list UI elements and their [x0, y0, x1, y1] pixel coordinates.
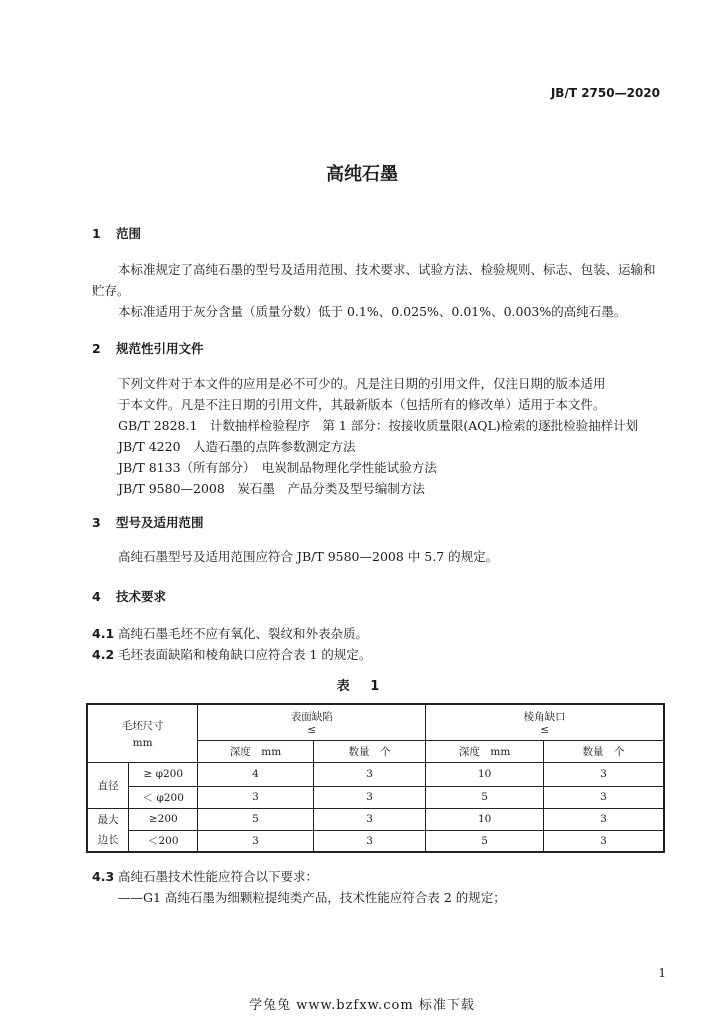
reference-item: JB/T 9580—2008 炭石墨 产品分类及型号编制方法 — [118, 481, 425, 496]
clause-number: 4.3 — [92, 869, 115, 884]
paragraph: 下列文件对于本文件的应用是必不可少的。凡是注日期的引用文件，仅注日期的版本适用 — [118, 376, 606, 391]
clause-number: 4.1 — [92, 626, 115, 641]
paragraph-continuation: 贮存。 — [92, 283, 130, 298]
paragraph: 本标准适用于灰分含量（质量分数）低于 0.1%、0.025%、0.01%、0.003%的高纯石墨。 — [118, 304, 627, 319]
cell-value: 3 — [313, 808, 426, 830]
paragraph: 高纯石墨型号及适用范围应符合 JB/T 9580—2008 中 5.7 的规定。 — [118, 549, 499, 564]
header-leq: ≤ — [307, 723, 317, 736]
cell-value: 3 — [543, 808, 664, 830]
cell-value: 10 — [426, 808, 544, 830]
clause-4-2 — [92, 644, 672, 665]
section-4-body — [92, 623, 672, 665]
section-number: 2 — [92, 341, 101, 356]
header-count: 数量 个 — [543, 740, 664, 762]
clause-4-3-block — [92, 866, 672, 908]
standard-number: JB/T 2750—2020 — [550, 86, 660, 100]
section-title: 范围 — [116, 226, 142, 241]
row-group-diameter: 直径 — [87, 762, 129, 808]
cell-value: 4 — [198, 762, 314, 786]
table-row — [87, 808, 664, 830]
cell-size: ＜ φ200 — [129, 786, 198, 808]
paragraph: 本标准规定了高纯石墨的型号及适用范围、技术要求、试验方法、检验规则、标志、包装、运输和 — [118, 262, 656, 277]
cell-value: 10 — [426, 762, 544, 786]
section-number: 1 — [92, 226, 101, 241]
paragraph: 于本文件。凡是不注日期的引用文件，其最新版本（包括所有的修改单）适用于本文件。 — [118, 397, 606, 412]
page-title: 高纯石墨 — [326, 164, 398, 185]
table-1 — [86, 703, 665, 853]
clause-text: 高纯石墨毛坯不应有氧化、裂纹和外表杂质。 — [118, 626, 369, 641]
reference-item: GB/T 2828.1 计数抽样检验程序 第 1 部分：按接收质量限(AQL)检索的逐批检验抽样计划 — [118, 418, 639, 433]
cell-value: 3 — [313, 762, 426, 786]
clause-text: 毛坯表面缺陷和棱角缺口应符合表 1 的规定。 — [118, 647, 372, 662]
list-item: ——G1 高纯石墨为细颗粒提纯类产品，技术性能应符合表 2 的规定； — [118, 890, 506, 905]
header-depth: 深度 mm — [426, 740, 544, 762]
cell-size: ＜200 — [129, 830, 198, 852]
section-title: 规范性引用文件 — [116, 341, 204, 356]
cell-size: ≥ φ200 — [129, 762, 198, 786]
header-size-unit: mm — [132, 736, 153, 749]
clause-4-3 — [92, 866, 672, 887]
cell-value: 5 — [426, 830, 544, 852]
group-label-line: 边长 — [97, 833, 119, 846]
cell-value: 3 — [313, 830, 426, 852]
reference-item: JB/T 8133（所有部分） 电炭制品物理化学性能试验方法 — [118, 460, 437, 475]
header-surface-defect — [198, 704, 426, 740]
table-caption: 表 1 — [336, 679, 388, 694]
cell-value: 3 — [313, 786, 426, 808]
section-heading-4 — [92, 587, 166, 605]
section-3-body — [92, 546, 672, 567]
cell-value: 3 — [198, 830, 314, 852]
section-heading-2 — [92, 339, 204, 357]
section-number: 3 — [92, 515, 101, 530]
section-title: 型号及适用范围 — [116, 515, 204, 530]
cell-value: 3 — [198, 786, 314, 808]
cell-value: 3 — [543, 762, 664, 786]
header-depth: 深度 mm — [198, 740, 314, 762]
row-group-max-edge — [87, 808, 129, 852]
section-heading-1 — [92, 224, 141, 242]
cell-value: 3 — [543, 830, 664, 852]
section-2-body — [92, 373, 672, 499]
clause-number: 4.2 — [92, 647, 115, 662]
group-label-line: 最大 — [97, 813, 119, 826]
header-leq: ≤ — [540, 723, 550, 736]
cell-value: 3 — [543, 786, 664, 808]
header-edge-notch — [426, 704, 664, 740]
reference-item: JB/T 4220 人造石墨的点阵参数测定方法 — [118, 439, 356, 454]
section-heading-3 — [92, 513, 204, 531]
table-row — [87, 762, 664, 786]
cell-value: 5 — [426, 786, 544, 808]
table-row — [87, 830, 664, 852]
header-size-label: 毛坯尺寸 — [121, 719, 164, 732]
page-number: 1 — [658, 966, 666, 980]
header-size — [87, 704, 198, 762]
section-1-body — [92, 259, 672, 322]
footer-watermark: 学兔兔 www.bzfxw.com 标准下载 — [249, 998, 475, 1013]
clause-4-1 — [92, 623, 672, 644]
section-number: 4 — [92, 589, 101, 604]
header-group-label: 表面缺陷 — [290, 710, 333, 723]
header-count: 数量 个 — [313, 740, 426, 762]
cell-size: ≥200 — [129, 808, 198, 830]
clause-text: 高纯石墨技术性能应符合以下要求： — [118, 869, 319, 884]
header-group-label: 棱角缺口 — [523, 710, 566, 723]
section-title: 技术要求 — [116, 589, 167, 604]
cell-value: 5 — [198, 808, 314, 830]
table-row — [87, 786, 664, 808]
